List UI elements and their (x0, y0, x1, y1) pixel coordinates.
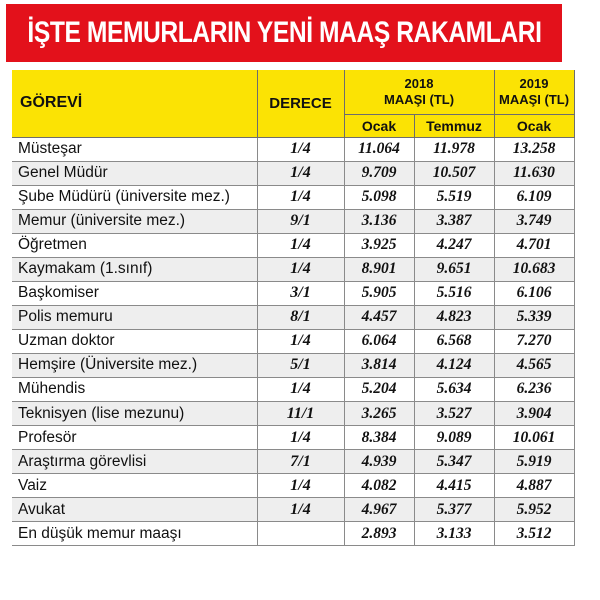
header-2019-salary (494, 70, 574, 114)
role-cell: Uzman doktor (12, 329, 257, 353)
salary-temmuz-2018-cell: 4.247 (414, 233, 494, 257)
salary-temmuz-2018-cell: 4.415 (414, 474, 494, 498)
role-cell: Polis memuru (12, 305, 257, 329)
table-row (12, 402, 574, 426)
salary-temmuz-2018-cell: 9.089 (414, 426, 494, 450)
grade-cell (257, 522, 344, 546)
salary-temmuz-2018-cell: 4.823 (414, 305, 494, 329)
salary-ocak-2018-cell: 2.893 (344, 522, 414, 546)
table-row (12, 474, 574, 498)
header-2018-year: 2018 (404, 75, 434, 91)
salary-ocak-2019-cell: 11.630 (494, 161, 574, 185)
table-row (12, 137, 574, 161)
grade-cell: 11/1 (257, 402, 344, 426)
header-2018-maas: MAAŞI (TL) (383, 91, 455, 107)
salary-temmuz-2018-cell: 3.133 (414, 522, 494, 546)
salary-temmuz-2018-cell: 6.568 (414, 329, 494, 353)
table-row (12, 426, 574, 450)
salary-ocak-2018-cell: 5.905 (344, 281, 414, 305)
salary-ocak-2019-cell: 7.270 (494, 329, 574, 353)
salary-temmuz-2018-cell: 10.507 (414, 161, 494, 185)
salary-temmuz-2018-cell: 5.377 (414, 498, 494, 522)
grade-cell: 1/4 (257, 137, 344, 161)
role-cell: Vaiz (12, 474, 257, 498)
role-cell: Araştırma görevlisi (12, 450, 257, 474)
salary-ocak-2019-cell: 13.258 (494, 137, 574, 161)
table-row (12, 522, 574, 546)
salary-ocak-2018-cell: 4.939 (344, 450, 414, 474)
role-cell: Avukat (12, 498, 257, 522)
grade-cell: 1/4 (257, 498, 344, 522)
table-row (12, 281, 574, 305)
table-body (12, 137, 574, 546)
salary-ocak-2019-cell: 6.236 (494, 377, 574, 401)
salary-ocak-2018-cell: 8.384 (344, 426, 414, 450)
grade-cell: 7/1 (257, 450, 344, 474)
role-cell: Kaymakam (1.sınıf) (12, 257, 257, 281)
table-row (12, 209, 574, 233)
grade-cell: 1/4 (257, 257, 344, 281)
salary-ocak-2019-cell: 10.061 (494, 426, 574, 450)
header-2019-year: 2019 (519, 75, 549, 91)
grade-cell: 1/4 (257, 377, 344, 401)
role-cell: Genel Müdür (12, 161, 257, 185)
table-row (12, 377, 574, 401)
table-row (12, 257, 574, 281)
header-gorevi: GÖREVİ (12, 70, 257, 137)
header-temmuz-2018: Temmuz (414, 114, 494, 137)
salary-table-container (12, 70, 574, 546)
salary-temmuz-2018-cell: 11.978 (414, 137, 494, 161)
table-row (12, 329, 574, 353)
role-cell: Memur (üniversite mez.) (12, 209, 257, 233)
salary-ocak-2019-cell: 6.106 (494, 281, 574, 305)
salary-ocak-2019-cell: 3.904 (494, 402, 574, 426)
grade-cell: 5/1 (257, 353, 344, 377)
salary-temmuz-2018-cell: 9.651 (414, 257, 494, 281)
table-row (12, 161, 574, 185)
salary-ocak-2018-cell: 9.709 (344, 161, 414, 185)
table-row (12, 185, 574, 209)
salary-temmuz-2018-cell: 5.516 (414, 281, 494, 305)
salary-ocak-2019-cell: 4.887 (494, 474, 574, 498)
salary-ocak-2019-cell: 5.339 (494, 305, 574, 329)
role-cell: Başkomiser (12, 281, 257, 305)
role-cell: Mühendis (12, 377, 257, 401)
salary-ocak-2019-cell: 3.512 (494, 522, 574, 546)
salary-temmuz-2018-cell: 5.347 (414, 450, 494, 474)
header-derece: DERECE (257, 70, 344, 137)
salary-ocak-2019-cell: 5.919 (494, 450, 574, 474)
salary-ocak-2018-cell: 3.265 (344, 402, 414, 426)
grade-cell: 9/1 (257, 209, 344, 233)
salary-temmuz-2018-cell: 3.387 (414, 209, 494, 233)
table-row (12, 233, 574, 257)
header-2018-salary (344, 70, 494, 114)
grade-cell: 1/4 (257, 329, 344, 353)
salary-temmuz-2018-cell: 4.124 (414, 353, 494, 377)
table-row (12, 305, 574, 329)
header-2019-maas: MAAŞI (TL) (498, 91, 570, 107)
role-cell: Müsteşar (12, 137, 257, 161)
salary-ocak-2018-cell: 3.136 (344, 209, 414, 233)
header-ocak-2019: Ocak (494, 114, 574, 137)
table-row (12, 353, 574, 377)
grade-cell: 1/4 (257, 474, 344, 498)
salary-temmuz-2018-cell: 5.634 (414, 377, 494, 401)
salary-ocak-2018-cell: 3.925 (344, 233, 414, 257)
table-row (12, 498, 574, 522)
role-cell: Hemşire (Üniversite mez.) (12, 353, 257, 377)
salary-ocak-2018-cell: 6.064 (344, 329, 414, 353)
salary-ocak-2018-cell: 5.098 (344, 185, 414, 209)
salary-ocak-2019-cell: 10.683 (494, 257, 574, 281)
salary-table (12, 70, 575, 546)
page-title: İŞTE MEMURLARIN YENİ MAAŞ RAKAMLARI (26, 16, 542, 49)
salary-ocak-2018-cell: 11.064 (344, 137, 414, 161)
salary-ocak-2019-cell: 6.109 (494, 185, 574, 209)
salary-ocak-2018-cell: 3.814 (344, 353, 414, 377)
salary-ocak-2018-cell: 4.082 (344, 474, 414, 498)
salary-ocak-2019-cell: 4.701 (494, 233, 574, 257)
salary-ocak-2019-cell: 3.749 (494, 209, 574, 233)
role-cell: En düşük memur maaşı (12, 522, 257, 546)
title-banner (6, 4, 562, 62)
table-header (12, 70, 574, 137)
grade-cell: 1/4 (257, 233, 344, 257)
grade-cell: 1/4 (257, 185, 344, 209)
salary-ocak-2018-cell: 4.967 (344, 498, 414, 522)
salary-temmuz-2018-cell: 5.519 (414, 185, 494, 209)
salary-ocak-2018-cell: 4.457 (344, 305, 414, 329)
salary-ocak-2018-cell: 5.204 (344, 377, 414, 401)
grade-cell: 1/4 (257, 161, 344, 185)
role-cell: Profesör (12, 426, 257, 450)
salary-temmuz-2018-cell: 3.527 (414, 402, 494, 426)
table-row (12, 450, 574, 474)
header-ocak-2018: Ocak (344, 114, 414, 137)
role-cell: Öğretmen (12, 233, 257, 257)
salary-ocak-2018-cell: 8.901 (344, 257, 414, 281)
grade-cell: 8/1 (257, 305, 344, 329)
salary-ocak-2019-cell: 5.952 (494, 498, 574, 522)
grade-cell: 3/1 (257, 281, 344, 305)
salary-ocak-2019-cell: 4.565 (494, 353, 574, 377)
role-cell: Teknisyen (lise mezunu) (12, 402, 257, 426)
grade-cell: 1/4 (257, 426, 344, 450)
role-cell: Şube Müdürü (üniversite mez.) (12, 185, 257, 209)
